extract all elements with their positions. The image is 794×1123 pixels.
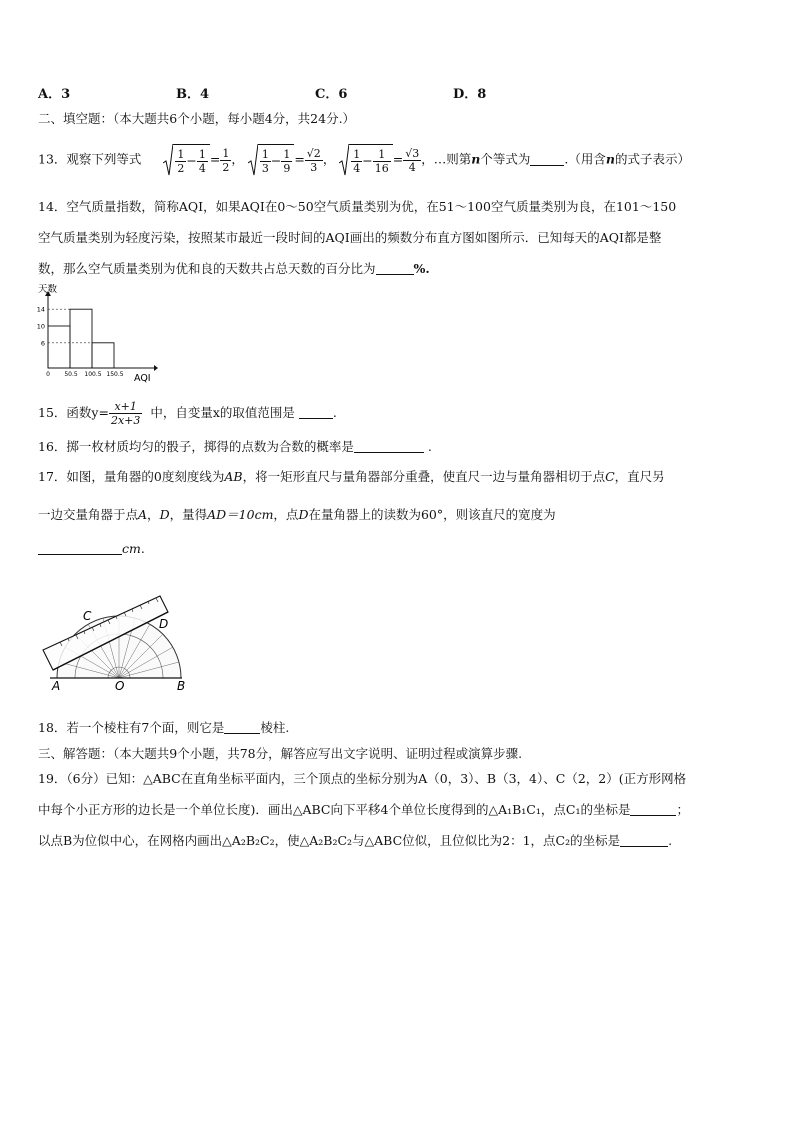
question-18: 18．若一个棱柱有7个面，则它是 棱柱.: [38, 720, 290, 735]
question-17-line-3: cm.: [38, 541, 145, 557]
q19-answer-blank-1: [630, 802, 676, 816]
option-c: C．6: [315, 87, 348, 102]
option-d: D．8: [453, 87, 487, 102]
question-14-line-3: 数，那么空气质量类别为优和良的天数共占总天数的百分比为 %.: [38, 261, 430, 276]
y-axis-label: 天数: [38, 284, 58, 295]
question-14-line-1: 14．空气质量指数，简称AQI，如果AQI在0～50空气质量类别为优，在51～100空气质量类别为良，在101～150: [38, 199, 677, 214]
label-c: C: [83, 609, 92, 623]
ruler-protractor-figure: [40, 590, 200, 700]
label-d: D: [159, 617, 169, 631]
question-15: 15．函数y= $\frac{x+1}{2x+3}$ 中，自变量x的取值范围是 .: [38, 400, 337, 427]
x-tick-label: 50.5: [64, 371, 78, 378]
q13-answer-blank: [530, 152, 564, 166]
option-a: A．3: [38, 87, 71, 102]
x-axis-label: AQI: [134, 373, 151, 384]
q17-answer-blank: [38, 541, 122, 555]
q13-formula-3: $\frac{1}{4}$ − $\frac{1}{16}$: [339, 143, 392, 177]
question-17-line-2: 一边交量角器于点A，D，量得AD＝10cm，点D在量角器上的读数为60°，则该直尺的宽度为: [38, 507, 556, 522]
question-19-line-1: 19．（6分）已知：△ABC在直角坐标平面内，三个顶点的坐标分别为A（0，3）、B（3，4）、C（2，2）(正方形网格: [38, 771, 687, 786]
y-tick-label: 6: [40, 339, 45, 348]
question-19-line-3: 以点B为位似中心，在网格内画出△A₂B₂C₂，使△A₂B₂C₂与△ABC位似，且位似比为2：1，点C₂的坐标是 .: [38, 833, 673, 848]
option-b: B．4: [176, 87, 210, 102]
q16-answer-blank: [354, 439, 424, 453]
q14-answer-blank: [376, 261, 414, 275]
y-tick-label: 14: [36, 305, 45, 314]
q13-formula-2: $\frac{1}{3}$ − $\frac{1}{9}$: [248, 143, 294, 177]
aqi-histogram: [28, 284, 158, 384]
question-19-line-2: 中每个小正方形的边长是一个单位长度)．画出△ABC向下平移4个单位长度得到的△A₁B₁C₁，点C₁的坐标是 ；: [38, 802, 689, 817]
q13-formula-1: $\frac{1}{2}$ − $\frac{1}{4}$: [163, 143, 209, 177]
x-tick-label: 0: [46, 371, 50, 378]
histogram-bar: [92, 343, 114, 368]
question-17-line-1: 17．如图，量角器的0度刻度线为AB，将一矩形直尺与量角器部分重叠，使直尺一边与量角器相切于点C，直尺另: [38, 469, 665, 484]
question-13: 13．观察下列等式 $\frac{1}{2}$ − $\frac{1}{4}$ = $\frac{1}{2}$ ， $\frac{1}{3}$ − $\frac{1}{9}$ = $\frac{√2}{3}$ ， $\frac{1}{4}$ − $\frac{1}{16}$ = $\frac{√3}{4}$ ，…则第n个等式为 .（用含n的式子表示）: [38, 143, 690, 177]
section-2-heading: 二、填空题：（本大题共6个小题，每小题4分，共24分.）: [38, 111, 356, 126]
question-16: 16．掷一枚材质均匀的骰子，掷得的点数为合数的概率是 .: [38, 439, 432, 454]
histogram-bar: [70, 309, 92, 368]
label-o: O: [115, 679, 125, 693]
q13-lead: 13．观察下列等式: [38, 151, 142, 167]
question-14-line-2: 空气质量类别为轻度污染，按照某市最近一段时间的AQI画出的频数分布直方图如图所示．已知每天的AQI都是整: [38, 230, 662, 245]
q18-answer-blank: [224, 720, 260, 734]
q19-answer-blank-2: [620, 833, 668, 847]
x-tick-label: 100.5: [84, 371, 102, 378]
q15-answer-blank: [299, 405, 333, 419]
label-b: B: [177, 679, 186, 693]
label-a: A: [52, 679, 61, 693]
x-axis-arrow: [154, 365, 158, 371]
section-3-heading: 三、解答题：（本大题共9个小题，共78分，解答应写出文字说明、证明过程或演算步骤.: [38, 746, 523, 761]
x-tick-label: 150.5: [106, 371, 124, 378]
y-tick-label: 10: [36, 322, 45, 331]
histogram-bar: [48, 326, 70, 368]
